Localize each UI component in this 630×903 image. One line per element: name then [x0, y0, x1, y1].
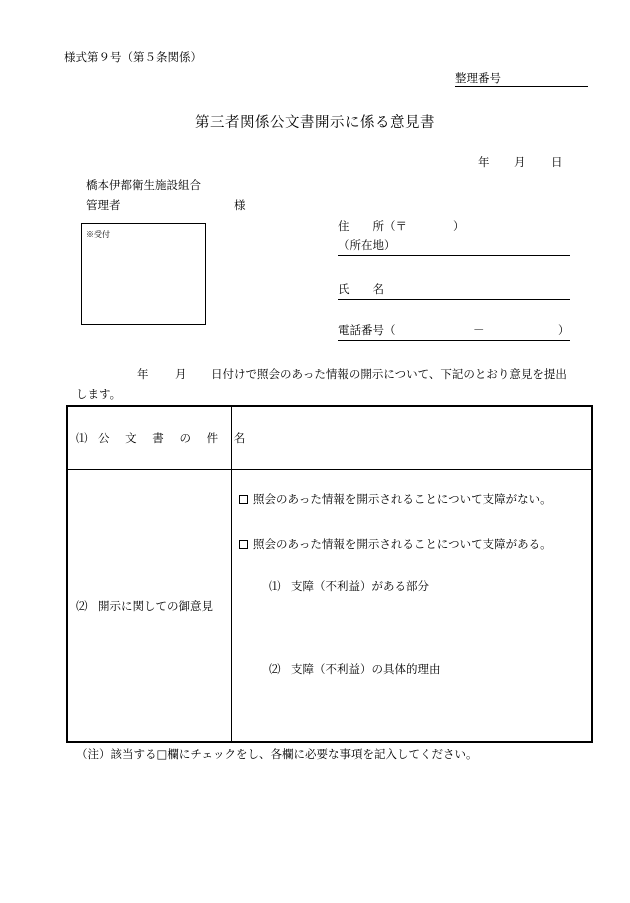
form-number: 様式第９号（第５条関係） — [64, 50, 202, 64]
opinion-table — [66, 405, 593, 743]
row2-number: ⑵ — [76, 599, 88, 613]
row2-label: 開示に関しての御意見 — [98, 599, 213, 613]
phone-close: ） — [558, 323, 570, 337]
intro-text-line2: します。 — [76, 387, 122, 401]
sub1-label: 支障（不利益）がある部分 — [291, 579, 429, 593]
date-year: 年 — [478, 155, 490, 169]
intro-month: 月 — [175, 367, 187, 381]
phone-label: 電話番号（ — [338, 323, 396, 337]
intro-year: 年 — [137, 367, 149, 381]
receipt-stamp-box — [81, 223, 206, 325]
table-row-divider — [68, 469, 591, 470]
date-day: 日 — [551, 155, 563, 169]
name-label: 氏 名 — [338, 282, 384, 296]
intro-text-line1: 日付けで照会のあった情報の開示について、下記のとおり意見を提出 — [211, 367, 567, 381]
row1-label: 公 文 書 の 件 名 — [98, 431, 252, 445]
address-field[interactable] — [338, 255, 570, 256]
no-objection-checkbox[interactable] — [239, 495, 248, 504]
reference-number-field[interactable] — [455, 86, 588, 87]
addressee-org: 橋本伊都衛生施設組合 — [86, 178, 201, 192]
location-label: （所在地） — [338, 238, 396, 252]
name-field[interactable] — [338, 299, 570, 300]
option-objection[interactable] — [239, 538, 552, 552]
addressee-honorific: 様 — [234, 198, 246, 212]
option-objection-text: 照会のあった情報を開示されることについて支障がある。 — [253, 537, 552, 551]
footnote: （注）該当する□欄にチェックをし、各欄に必要な事項を記入してください。 — [76, 747, 478, 761]
reference-number-label: 整理番号 — [455, 71, 501, 85]
date-month: 月 — [514, 155, 526, 169]
document-title: 第三者関係公文書開示に係る意見書 — [195, 115, 435, 131]
row1-number: ⑴ — [76, 431, 88, 445]
document-subject-field[interactable] — [233, 407, 591, 469]
phone-dash: － — [473, 323, 485, 337]
sub2-label: 支障（不利益）の具体的理由 — [291, 662, 441, 676]
receipt-label: ※受付 — [86, 230, 110, 239]
address-label: 住 所（〒 ） — [338, 219, 465, 233]
addressee-manager: 管理者 — [86, 198, 121, 212]
phone-field[interactable] — [338, 340, 570, 341]
option-no-objection-text: 照会のあった情報を開示されることについて支障がない。 — [253, 492, 552, 506]
sub1-number: ⑴ — [269, 579, 281, 593]
table-column-divider — [231, 407, 232, 741]
objection-checkbox[interactable] — [239, 540, 248, 549]
option-no-objection[interactable] — [239, 493, 552, 507]
sub2-number: ⑵ — [269, 662, 281, 676]
